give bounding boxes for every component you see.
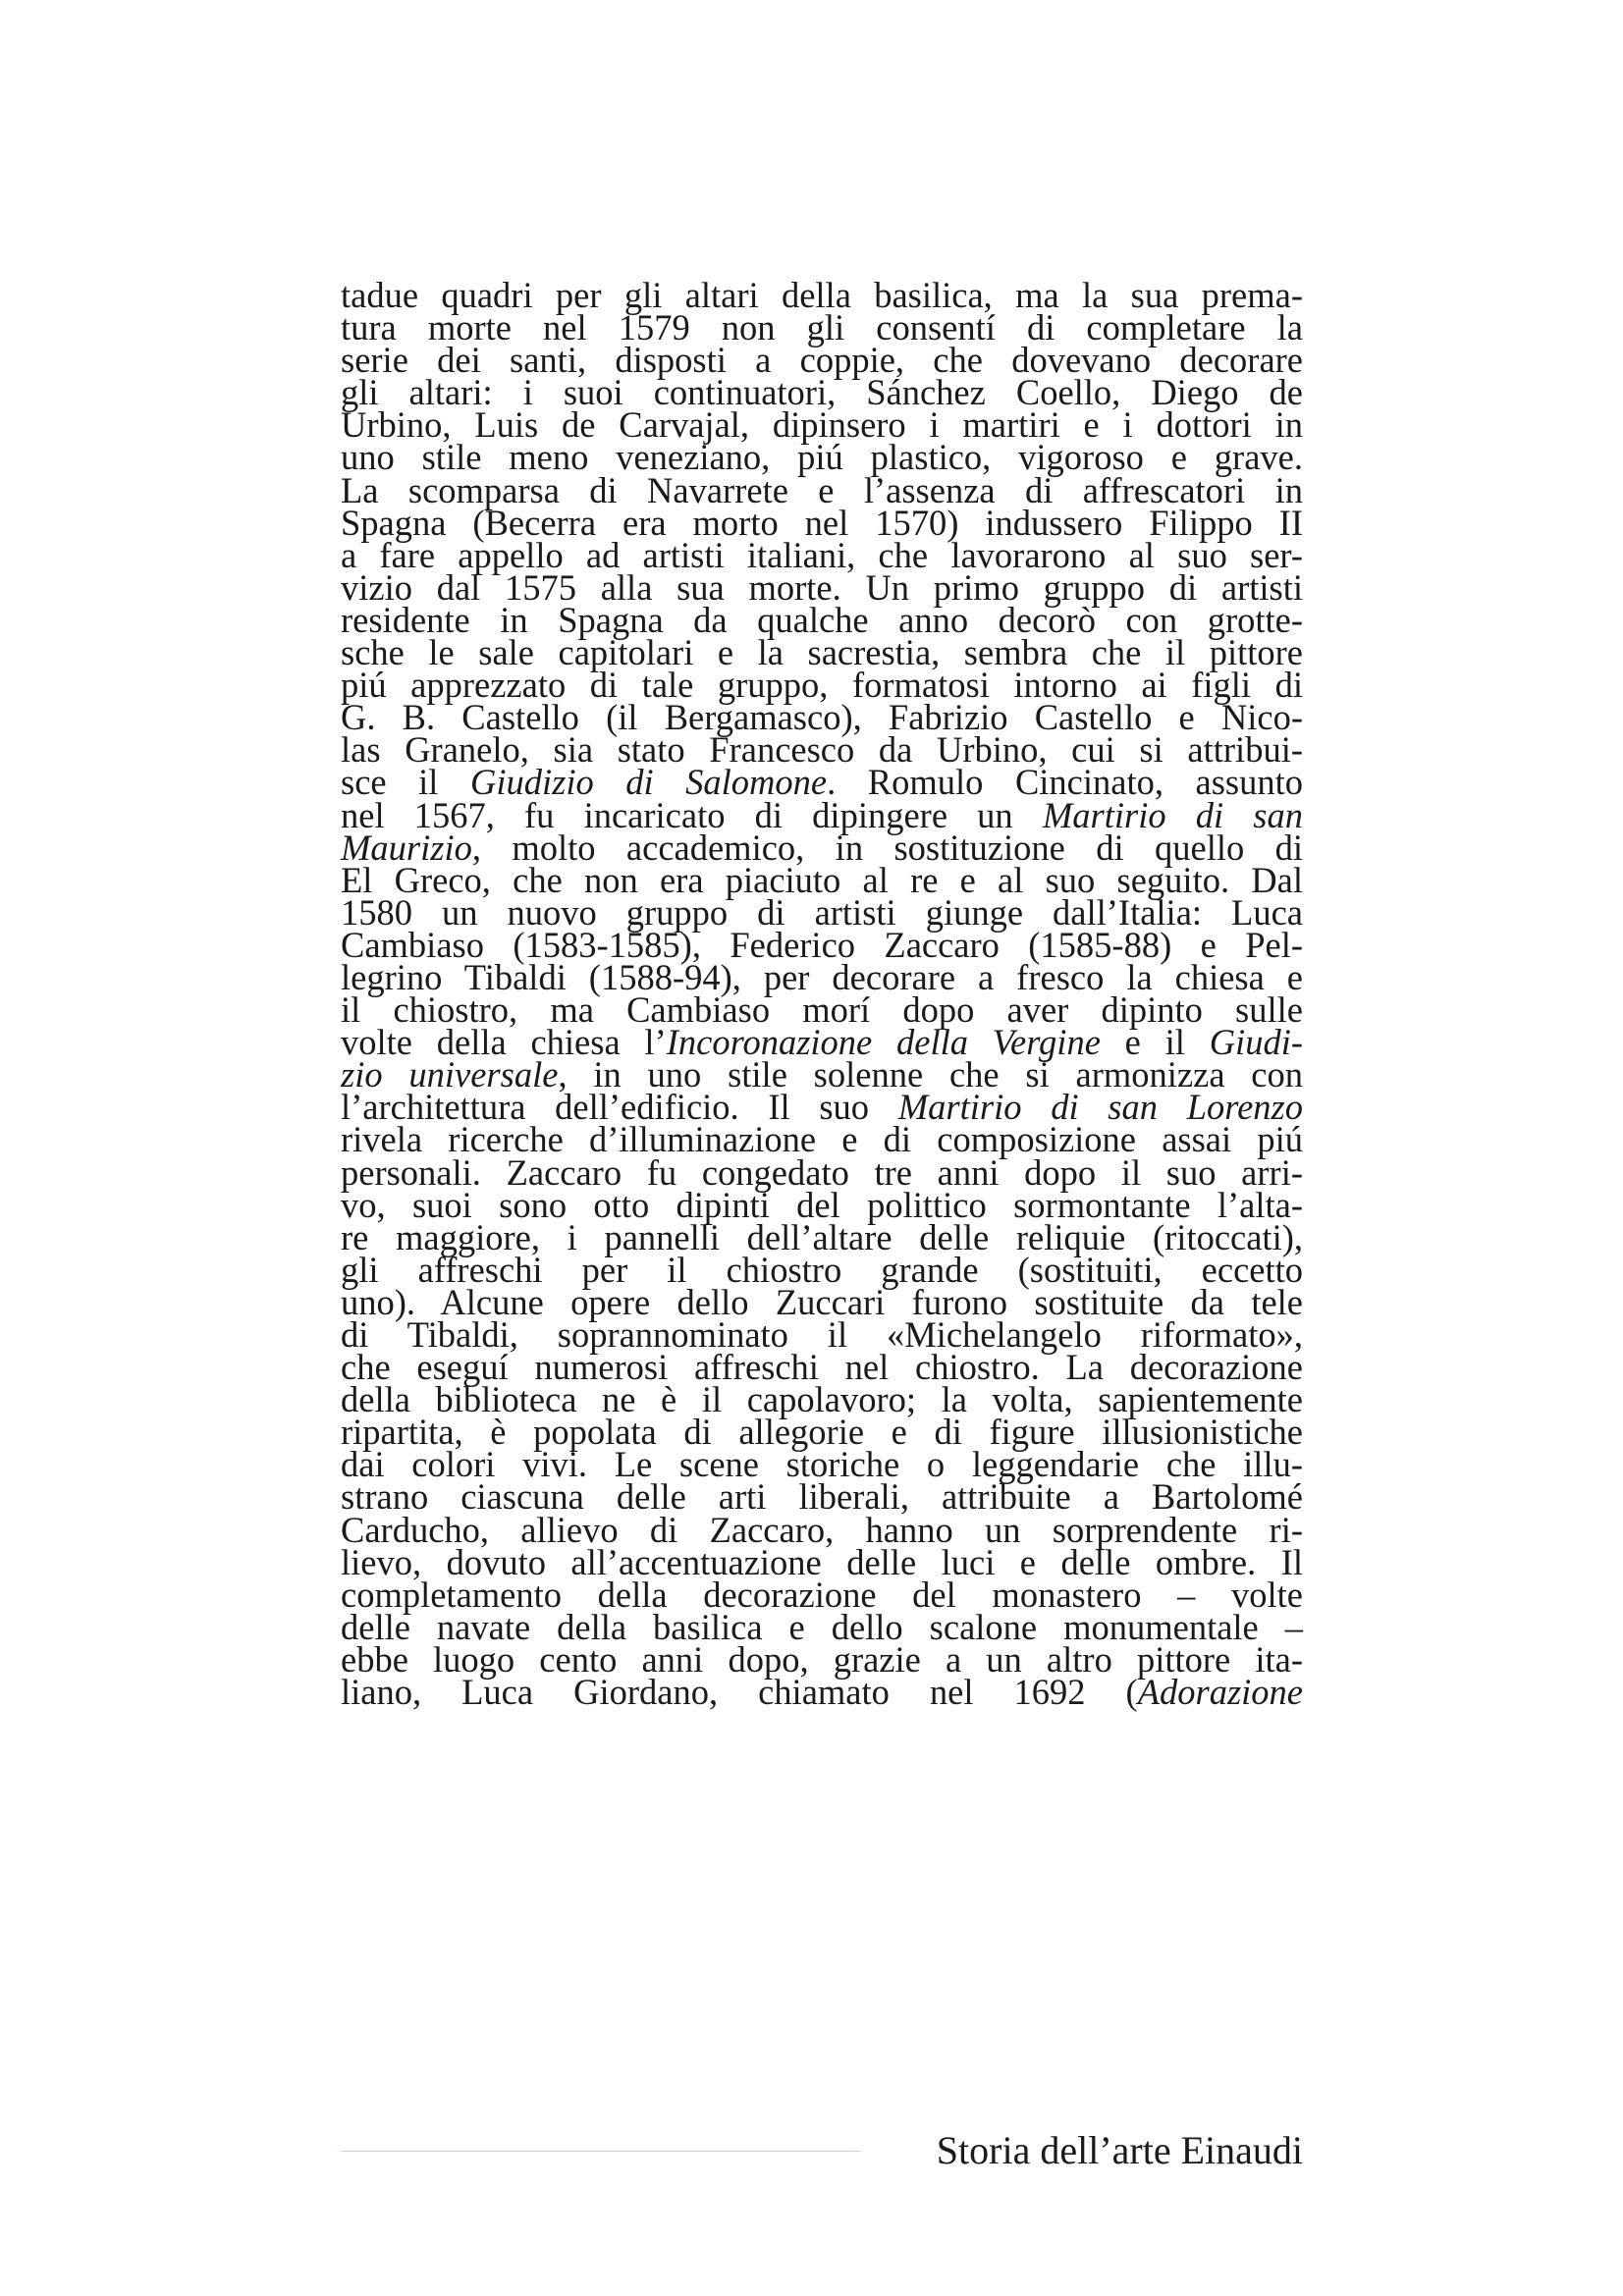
artwork-title: Giudizio di Salomone bbox=[469, 762, 828, 803]
body-text bbox=[341, 275, 1304, 1713]
text-line: Carducho, allievo di Zaccaro, hanno un sorprendente ri- bbox=[341, 1509, 1303, 1550]
text-line: il chiostro, ma Cambiaso morí dopo aver dipinto sulle bbox=[341, 989, 1303, 1031]
text-line: delle navate della basilica e dello scalone monumentale – bbox=[341, 1606, 1303, 1647]
text-line: El Greco, che non era piaciuto al re e al suo seguito. Dal bbox=[341, 859, 1303, 900]
artwork-title: Incoronazione della Vergine bbox=[666, 1022, 1101, 1063]
text-run: nel 1567, fu incaricato di dipingere un bbox=[341, 794, 1043, 835]
text-line: piú apprezzato di tale gruppo, formatosi intorno ai figli di bbox=[341, 665, 1303, 706]
text-line: las Granelo, sia stato Francesco da Urbino, cui si attribui- bbox=[341, 729, 1303, 771]
text-line: tura morte nel 1579 non gli consentí di completare la bbox=[341, 307, 1303, 348]
text-line: personali. Zaccaro fu congedato tre anni dopo il suo arri- bbox=[341, 1151, 1303, 1193]
text-line: vizio dal 1575 alla sua morte. Un primo gruppo di artisti bbox=[341, 566, 1303, 608]
artwork-title: Martirio di san Lorenzo bbox=[897, 1087, 1303, 1128]
text-line bbox=[341, 1672, 1303, 1713]
page-footer bbox=[341, 2126, 1303, 2175]
artwork-title: Adorazione bbox=[1137, 1672, 1303, 1713]
text-line bbox=[341, 827, 1303, 868]
publication-title: Storia dell’arte Einaudi bbox=[936, 2128, 1303, 2172]
text-line: ripartita, è popolata di allegorie e di figure illusionistiche bbox=[341, 1412, 1303, 1453]
text-line: completamento della decorazione del monastero – volte bbox=[341, 1574, 1303, 1615]
text-line: legrino Tibaldi (1588-94), per decorare a fresco la chiesa e bbox=[341, 956, 1303, 997]
text-line: di Tibaldi, soprannominato il «Michelangelo riformato», bbox=[341, 1314, 1303, 1355]
text-line: uno stile meno veneziano, piú plastico, vigoroso e grave. bbox=[341, 437, 1303, 478]
text-line: che eseguí numerosi affreschi nel chiostro. La decorazione bbox=[341, 1347, 1303, 1388]
artwork-title: Giudi- bbox=[1209, 1022, 1303, 1063]
text-line: rivela ricerche d’illuminazione e di composizione assai piú bbox=[341, 1119, 1303, 1160]
text-run: liano, Luca Giordano, chiamato nel 1692 ( bbox=[341, 1672, 1138, 1713]
text-line: gli altari: i suoi continuatori, Sánchez Coello, Diego de bbox=[341, 372, 1303, 413]
artwork-title: Martirio di san bbox=[1042, 794, 1303, 835]
text-line: La scomparsa di Navarrete e l’assenza di affrescatori in bbox=[341, 469, 1303, 510]
text-line: ebbe luogo cento anni dopo, grazie a un altro pittore ita- bbox=[341, 1638, 1303, 1680]
text-run: , in uno stile solenne che si armonizza con bbox=[558, 1054, 1304, 1095]
text-run: l’architettura dell’edificio. Il suo bbox=[341, 1087, 898, 1128]
text-line: tadue quadri per gli altari della basilica, ma la sua prema- bbox=[341, 275, 1303, 315]
text-line: lievo, dovuto all’accentuazione delle luci e delle ombre. Il bbox=[341, 1541, 1303, 1582]
text-line: vo, suoi sono otto dipinti del polittico sormontante l’alta- bbox=[341, 1184, 1303, 1225]
footer-rule bbox=[341, 2151, 861, 2152]
artwork-title: zio universale bbox=[341, 1054, 559, 1095]
text-line: 1580 un nuovo gruppo di artisti giunge dall’Italia: Luca bbox=[341, 891, 1303, 933]
text-line: Spagna (Becerra era morto nel 1570) indussero Filippo II bbox=[341, 502, 1303, 543]
text-run: , molto accademico, in sostituzione di quello di bbox=[471, 827, 1303, 868]
text-line: uno). Alcune opere dello Zuccari furono sostituite da tele bbox=[341, 1281, 1303, 1322]
text-line: gli affreschi per il chiostro grande (sostituiti, eccetto bbox=[341, 1249, 1303, 1290]
text-run: e il bbox=[1100, 1022, 1210, 1063]
text-line: re maggiore, i pannelli dell’altare delle reliquie (ritoccati), bbox=[341, 1216, 1303, 1257]
text-line: Cambiaso (1583-1585), Federico Zaccaro (1585-88) e Pel- bbox=[341, 924, 1303, 965]
text-line: della biblioteca ne è il capolavoro; la volta, sapientemente bbox=[341, 1379, 1303, 1420]
text-line: Urbino, Luis de Carvajal, dipinsero i martiri e i dottori in bbox=[341, 404, 1303, 446]
text-line: a fare appello ad artisti italiani, che lavorarono al suo ser- bbox=[341, 534, 1303, 575]
text-line: sche le sale capitolari e la sacrestia, sembra che il pittore bbox=[341, 632, 1303, 673]
text-line: serie dei santi, disposti a coppie, che dovevano decorare bbox=[341, 340, 1303, 381]
text-run: volte della chiesa l’ bbox=[341, 1022, 667, 1063]
text-run: sce il bbox=[341, 762, 470, 803]
artwork-title: Maurizio bbox=[341, 827, 472, 868]
text-line: dai colori vivi. Le scene storiche o leggendarie che illu- bbox=[341, 1444, 1303, 1485]
text-run: . Romulo Cincinato, assunto bbox=[827, 762, 1304, 803]
text-line: G. B. Castello (il Bergamasco), Fabrizio Castello e Nico- bbox=[341, 697, 1303, 738]
text-line: residente in Spagna da qualche anno decorò con grotte- bbox=[341, 599, 1303, 640]
text-line: strano ciascuna delle arti liberali, attribuite a Bartolomé bbox=[341, 1476, 1303, 1518]
